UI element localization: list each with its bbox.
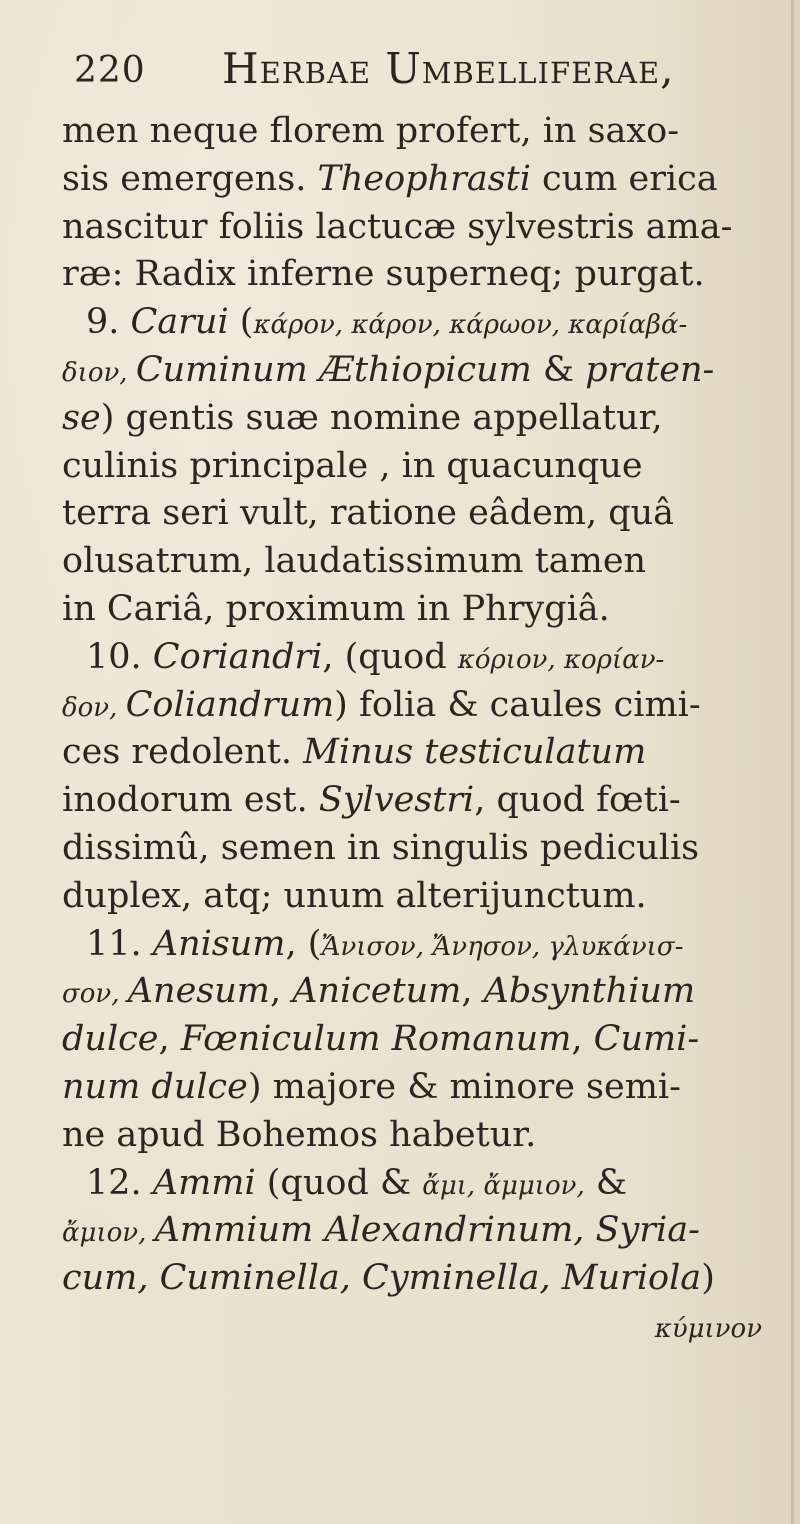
italic-term: Ammium Alexandrinum, Syria-	[154, 1210, 700, 1251]
greek-text: κόριον, κορίαν-	[457, 644, 665, 675]
greek-text: Ἄνισον, Ἄνησον, γλυκάνισ-	[321, 931, 684, 962]
text-run: )	[701, 1258, 715, 1299]
text-line	[62, 204, 772, 252]
italic-term: Anisum	[152, 923, 286, 964]
text-line	[62, 443, 772, 491]
greek-text: διον,	[62, 357, 136, 388]
text-run: in Cariâ, proximum in Phrygiâ.	[62, 588, 610, 629]
text-line	[62, 1016, 772, 1064]
text-run: culinis principale , in quacunque	[62, 445, 643, 486]
text-line	[62, 1160, 772, 1208]
text-run: 11.	[86, 923, 153, 964]
text-run: (	[228, 302, 254, 343]
text-run: ces redolent.	[62, 732, 304, 773]
italic-term: Fœniculum Romanum	[180, 1019, 572, 1060]
text-run: 9.	[86, 302, 131, 343]
running-title: Herbae Umbelliferae,	[222, 44, 675, 93]
text-run: , (quod	[322, 636, 458, 677]
text-run: ,	[269, 971, 293, 1012]
text-line	[62, 395, 772, 443]
text-line	[62, 108, 772, 156]
text-run: duplex, atq; unum alterijunctum.	[62, 875, 647, 916]
italic-term: Anicetum	[292, 971, 462, 1012]
text-run: dissimû, semen in singulis pediculis	[62, 827, 700, 868]
greek-text: δον,	[62, 692, 126, 723]
text-line	[62, 682, 772, 730]
text-run: ,	[571, 1019, 594, 1060]
italic-term: Minus testiculatum	[303, 732, 647, 773]
text-line	[62, 1207, 772, 1255]
italic-term: praten-	[585, 349, 715, 390]
text-line	[62, 634, 772, 682]
italic-term: dulce	[62, 1019, 159, 1060]
italic-term: cum, Cuminella, Cyminella, Muriola	[62, 1258, 702, 1299]
page-edge	[791, 0, 794, 1524]
text-run: ,	[158, 1019, 181, 1060]
text-run: ) gentis suæ nomine appellatur,	[100, 397, 663, 438]
italic-term: Sylvestri	[318, 780, 475, 821]
text-run: , (	[285, 923, 322, 964]
text-line	[62, 729, 772, 777]
italic-term: Cumi-	[593, 1019, 700, 1060]
text-run: , quod fœti-	[474, 780, 681, 821]
italic-term: Coliandrum	[125, 684, 335, 725]
text-line	[62, 156, 772, 204]
greek-text: ἄμιον,	[62, 1218, 155, 1249]
text-run: olusatrum, laudatissimum tamen	[62, 541, 647, 582]
text-run: terra seri vult, ratione eâdem, quâ	[62, 493, 675, 534]
page-number: 220	[74, 50, 146, 91]
italic-term: num dulce	[62, 1066, 248, 1107]
text-run: ) majore & minore semi-	[247, 1066, 681, 1107]
page-header	[74, 44, 764, 104]
text-line	[62, 586, 772, 634]
text-run: ) folia & caules cimi-	[334, 684, 701, 725]
greek-text: κάρον, κάρον, κάρωον, καρίαβά-	[253, 310, 688, 341]
italic-term: Anesum	[127, 971, 270, 1012]
text-line	[62, 1112, 772, 1160]
italic-term: Cuminum Æthiopicum	[135, 349, 532, 390]
text-line	[62, 921, 772, 969]
greek-text: ἄμι, ἄμμιον,	[422, 1170, 585, 1201]
text-line	[62, 538, 772, 586]
text-run: men neque florem profert, in saxo-	[62, 111, 680, 151]
text-run: ,	[461, 971, 484, 1012]
text-line	[62, 825, 772, 873]
italic-term: Ammi	[152, 1162, 256, 1203]
italic-term: Absynthium	[483, 971, 696, 1012]
text-line	[62, 1303, 772, 1351]
text-run: sis emergens.	[62, 158, 318, 199]
text-run: &	[531, 349, 586, 390]
text-run: 10.	[86, 636, 153, 677]
text-run: cum erica	[530, 158, 718, 199]
text-line	[62, 251, 772, 299]
italic-term: Theophrasti	[317, 158, 531, 199]
text-line	[62, 1064, 772, 1112]
text-line	[62, 347, 772, 395]
italic-term: Coriandri	[152, 636, 323, 677]
text-line	[62, 299, 772, 347]
greek-text: κύμινον	[654, 1313, 762, 1344]
text-run: inodorum est.	[62, 780, 319, 821]
text-run: &	[584, 1162, 627, 1203]
text-run: (quod &	[255, 1162, 423, 1203]
body-text	[62, 108, 772, 1351]
text-run: ræ: Radix inferne superneq; purgat.	[62, 254, 705, 295]
italic-term: se	[62, 397, 101, 438]
text-line	[62, 490, 772, 538]
text-run: 12.	[86, 1162, 153, 1203]
text-line	[62, 968, 772, 1016]
text-run: nascitur foliis lactucæ sylvestris ama-	[62, 206, 733, 247]
text-line	[62, 873, 772, 921]
text-run: ne apud Bohemos habetur.	[62, 1114, 537, 1155]
greek-text: σον,	[62, 979, 128, 1010]
text-line	[62, 1255, 772, 1303]
text-line	[62, 777, 772, 825]
italic-term: Carui	[130, 302, 229, 343]
